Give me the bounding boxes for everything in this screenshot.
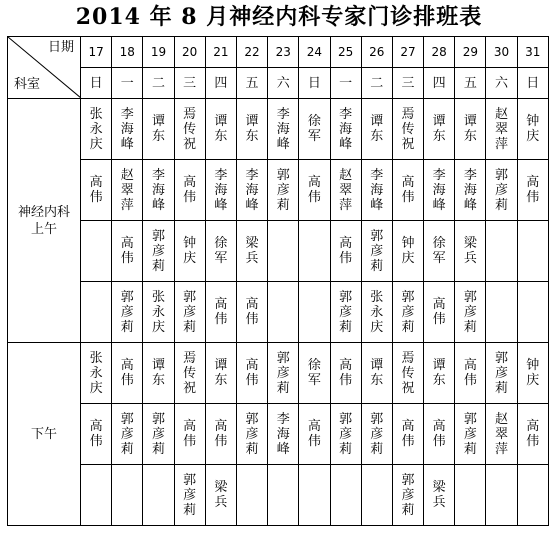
weekday-header-14: 日: [517, 68, 548, 99]
weekday-header-7: 日: [299, 68, 330, 99]
doctor-cell: [81, 160, 112, 221]
section-label-0: 神经内科 上午: [8, 99, 81, 343]
doctor-cell: [299, 343, 330, 404]
doctor-name: 高伟: [120, 236, 134, 266]
section-label-1: 下午: [8, 343, 81, 526]
doctor-cell: [455, 282, 486, 343]
doctor-cell: [236, 465, 267, 526]
doctor-cell: [143, 99, 174, 160]
doctor-name: 郭彦莉: [120, 411, 134, 457]
doctor-cell: [174, 160, 205, 221]
doctor-cell: [268, 282, 299, 343]
doctor-name: 焉传祝: [401, 350, 415, 396]
doctor-name: 张永庆: [89, 106, 103, 152]
doctor-name: 郭彦莉: [276, 350, 290, 396]
doctor-name: 钟庆: [526, 114, 540, 144]
day-header-6: 23: [268, 37, 299, 68]
doctor-cell: [486, 221, 517, 282]
doctor-cell: [455, 404, 486, 465]
doctor-name: 高伟: [432, 419, 446, 449]
doctor-cell: [81, 221, 112, 282]
doctor-name: 高伟: [526, 175, 540, 205]
doctor-name: 梁兵: [214, 480, 228, 510]
doctor-name: 赵翠萍: [495, 106, 509, 152]
doctor-cell: [424, 404, 455, 465]
doctor-name: 李海峰: [339, 106, 353, 152]
doctor-cell: [455, 160, 486, 221]
doctor-name: 高伟: [463, 358, 477, 388]
doctor-cell: [174, 404, 205, 465]
doctor-cell: [268, 221, 299, 282]
doctor-name: 高伟: [89, 175, 103, 205]
doctor-name: 高伟: [214, 419, 228, 449]
doctor-cell: [143, 282, 174, 343]
doctor-name: 高伟: [401, 419, 415, 449]
doctor-cell: [143, 343, 174, 404]
doctor-name: 赵翠萍: [120, 167, 134, 213]
doctor-cell: [330, 343, 361, 404]
doctor-name: 郭彦莉: [276, 167, 290, 213]
doctor-cell: [174, 465, 205, 526]
doctor-name: 谭东: [370, 358, 384, 388]
weekday-header-11: 四: [424, 68, 455, 99]
doctor-cell: [392, 160, 423, 221]
day-header-5: 22: [236, 37, 267, 68]
doctor-cell: [392, 99, 423, 160]
doctor-name: 梁兵: [463, 236, 477, 266]
doctor-name: 李海峰: [120, 106, 134, 152]
doctor-name: 赵翠萍: [339, 167, 353, 213]
day-header-2: 19: [143, 37, 174, 68]
doctor-cell: [205, 99, 236, 160]
doctor-cell: [424, 282, 455, 343]
schedule-row: [8, 465, 549, 526]
doctor-cell: [330, 221, 361, 282]
doctor-name: 徐军: [307, 358, 321, 388]
doctor-cell: [205, 221, 236, 282]
doctor-name: 李海峰: [245, 167, 259, 213]
weekday-header-2: 二: [143, 68, 174, 99]
doctor-name: 钟庆: [526, 358, 540, 388]
day-header-3: 20: [174, 37, 205, 68]
doctor-name: 郭彦莉: [401, 289, 415, 335]
doctor-cell: [81, 404, 112, 465]
doctor-cell: [392, 282, 423, 343]
doctor-name: 李海峰: [370, 167, 384, 213]
doctor-cell: [455, 99, 486, 160]
doctor-cell: [143, 404, 174, 465]
doctor-cell: [174, 221, 205, 282]
day-header-11: 28: [424, 37, 455, 68]
doctor-name: 谭东: [214, 358, 228, 388]
doctor-name: 郭彦莉: [183, 289, 197, 335]
doctor-cell: [112, 160, 143, 221]
doctor-name: 钟庆: [183, 236, 197, 266]
doctor-cell: [517, 160, 548, 221]
doctor-cell: [392, 343, 423, 404]
doctor-cell: [236, 160, 267, 221]
doctor-name: 郭彦莉: [245, 411, 259, 457]
doctor-name: 高伟: [339, 358, 353, 388]
doctor-cell: [236, 404, 267, 465]
doctor-name: 高伟: [245, 358, 259, 388]
doctor-cell: [299, 282, 330, 343]
doctor-cell: [81, 343, 112, 404]
doctor-cell: [330, 282, 361, 343]
doctor-name: 赵翠萍: [495, 411, 509, 457]
doctor-cell: [486, 465, 517, 526]
doctor-cell: [112, 99, 143, 160]
doctor-cell: [268, 160, 299, 221]
doctor-cell: [205, 465, 236, 526]
doctor-name: 郭彦莉: [463, 411, 477, 457]
doctor-cell: [143, 221, 174, 282]
doctor-name: 李海峰: [432, 167, 446, 213]
doctor-name: 钟庆: [401, 236, 415, 266]
doctor-name: 谭东: [151, 358, 165, 388]
doctor-cell: [424, 99, 455, 160]
doctor-cell: [486, 404, 517, 465]
day-header-13: 30: [486, 37, 517, 68]
doctor-cell: [299, 465, 330, 526]
doctor-name: 郭彦莉: [463, 289, 477, 335]
doctor-name: 高伟: [89, 419, 103, 449]
doctor-name: 郭彦莉: [151, 228, 165, 274]
doctor-cell: [268, 99, 299, 160]
doctor-name: 焉传祝: [183, 106, 197, 152]
doctor-name: 高伟: [120, 358, 134, 388]
doctor-name: 李海峰: [276, 106, 290, 152]
doctor-cell: [330, 465, 361, 526]
doctor-cell: [517, 343, 548, 404]
doctor-name: 李海峰: [214, 167, 228, 213]
schedule-row: [8, 160, 549, 221]
doctor-name: 张永庆: [151, 289, 165, 335]
doctor-name: 高伟: [214, 297, 228, 327]
doctor-cell: [268, 404, 299, 465]
doctor-name: 郭彦莉: [495, 167, 509, 213]
weekday-header-1: 一: [112, 68, 143, 99]
doctor-name: 郭彦莉: [339, 411, 353, 457]
doctor-name: 高伟: [245, 297, 259, 327]
weekday-header-8: 一: [330, 68, 361, 99]
doctor-name: 郭彦莉: [339, 289, 353, 335]
weekday-header-10: 三: [392, 68, 423, 99]
doctor-name: 高伟: [401, 175, 415, 205]
weekday-header-3: 三: [174, 68, 205, 99]
doctor-name: 郭彦莉: [183, 472, 197, 518]
doctor-name: 徐军: [432, 236, 446, 266]
doctor-cell: [517, 404, 548, 465]
doctor-cell: [517, 282, 548, 343]
schedule-table: [7, 36, 549, 526]
doctor-cell: [236, 221, 267, 282]
doctor-cell: [205, 343, 236, 404]
doctor-cell: [112, 282, 143, 343]
doctor-cell: [424, 160, 455, 221]
doctor-cell: [455, 465, 486, 526]
doctor-name: 梁兵: [245, 236, 259, 266]
day-header-0: 17: [81, 37, 112, 68]
weekday-header-5: 五: [236, 68, 267, 99]
weekday-header-12: 五: [455, 68, 486, 99]
doctor-cell: [236, 99, 267, 160]
weekday-header-4: 四: [205, 68, 236, 99]
schedule-row: [8, 343, 549, 404]
doctor-cell: [81, 99, 112, 160]
doctor-cell: [361, 343, 392, 404]
doctor-name: 谭东: [245, 114, 259, 144]
doctor-cell: [392, 465, 423, 526]
doctor-cell: [143, 465, 174, 526]
doctor-cell: [392, 221, 423, 282]
doctor-cell: [486, 282, 517, 343]
doctor-cell: [81, 282, 112, 343]
doctor-cell: [81, 465, 112, 526]
doctor-name: 高伟: [307, 175, 321, 205]
corner-dept-label: 科室: [14, 77, 41, 92]
doctor-cell: [424, 221, 455, 282]
doctor-cell: [486, 160, 517, 221]
doctor-cell: [517, 99, 548, 160]
doctor-name: 张永庆: [89, 350, 103, 396]
doctor-cell: [205, 404, 236, 465]
doctor-cell: [455, 221, 486, 282]
doctor-name: 徐军: [214, 236, 228, 266]
doctor-cell: [361, 404, 392, 465]
doctor-name: 李海峰: [463, 167, 477, 213]
doctor-cell: [361, 282, 392, 343]
day-header-8: 25: [330, 37, 361, 68]
day-header-10: 27: [392, 37, 423, 68]
doctor-name: 郭彦莉: [120, 289, 134, 335]
weekday-header-13: 六: [486, 68, 517, 99]
doctor-cell: [392, 404, 423, 465]
doctor-name: 徐军: [307, 114, 321, 144]
doctor-cell: [268, 343, 299, 404]
doctor-cell: [268, 465, 299, 526]
doctor-name: 李海峰: [151, 167, 165, 213]
weekday-header-6: 六: [268, 68, 299, 99]
doctor-name: 郭彦莉: [370, 228, 384, 274]
doctor-cell: [143, 160, 174, 221]
doctor-cell: [112, 404, 143, 465]
doctor-cell: [236, 343, 267, 404]
doctor-cell: [424, 465, 455, 526]
doctor-name: 谭东: [432, 114, 446, 144]
doctor-name: 谭东: [151, 114, 165, 144]
doctor-cell: [455, 343, 486, 404]
doctor-cell: [486, 343, 517, 404]
doctor-cell: [517, 221, 548, 282]
doctor-name: 郭彦莉: [401, 472, 415, 518]
day-header-9: 26: [361, 37, 392, 68]
doctor-cell: [299, 404, 330, 465]
schedule-row: [8, 282, 549, 343]
doctor-name: 高伟: [432, 297, 446, 327]
doctor-name: 郭彦莉: [495, 350, 509, 396]
doctor-name: 梁兵: [432, 480, 446, 510]
doctor-cell: [299, 160, 330, 221]
doctor-name: 高伟: [183, 175, 197, 205]
schedule-row: [8, 99, 549, 160]
doctor-cell: [361, 160, 392, 221]
doctor-cell: [174, 99, 205, 160]
doctor-name: 谭东: [432, 358, 446, 388]
day-header-7: 24: [299, 37, 330, 68]
doctor-cell: [330, 99, 361, 160]
weekday-header-9: 二: [361, 68, 392, 99]
doctor-cell: [486, 99, 517, 160]
doctor-name: 高伟: [307, 419, 321, 449]
corner-date-label: 日期: [47, 40, 74, 55]
doctor-cell: [112, 465, 143, 526]
doctor-name: 谭东: [214, 114, 228, 144]
doctor-name: 高伟: [339, 236, 353, 266]
doctor-cell: [424, 343, 455, 404]
doctor-name: 焉传祝: [401, 106, 415, 152]
doctor-name: 焉传祝: [183, 350, 197, 396]
doctor-cell: [361, 465, 392, 526]
doctor-cell: [112, 343, 143, 404]
doctor-cell: [361, 99, 392, 160]
weekday-header-0: 日: [81, 68, 112, 99]
corner-header-cell: [8, 37, 81, 99]
doctor-cell: [330, 404, 361, 465]
day-header-1: 18: [112, 37, 143, 68]
doctor-name: 张永庆: [370, 289, 384, 335]
day-header-12: 29: [455, 37, 486, 68]
doctor-cell: [205, 282, 236, 343]
schedule-row: [8, 404, 549, 465]
page-title: 2014 年 8 月神经内科专家门诊排班表: [75, 4, 483, 30]
doctor-name: 谭东: [463, 114, 477, 144]
doctor-name: 郭彦莉: [370, 411, 384, 457]
doctor-cell: [174, 343, 205, 404]
doctor-cell: [236, 282, 267, 343]
day-header-4: 21: [205, 37, 236, 68]
doctor-cell: [112, 221, 143, 282]
doctor-cell: [205, 160, 236, 221]
day-header-14: 31: [517, 37, 548, 68]
doctor-cell: [517, 465, 548, 526]
doctor-name: 郭彦莉: [151, 411, 165, 457]
doctor-name: 高伟: [183, 419, 197, 449]
doctor-cell: [361, 221, 392, 282]
doctor-cell: [299, 99, 330, 160]
doctor-cell: [174, 282, 205, 343]
doctor-cell: [299, 221, 330, 282]
doctor-name: 谭东: [370, 114, 384, 144]
doctor-cell: [330, 160, 361, 221]
schedule-row: [8, 221, 549, 282]
doctor-name: 李海峰: [276, 411, 290, 457]
doctor-name: 高伟: [526, 419, 540, 449]
